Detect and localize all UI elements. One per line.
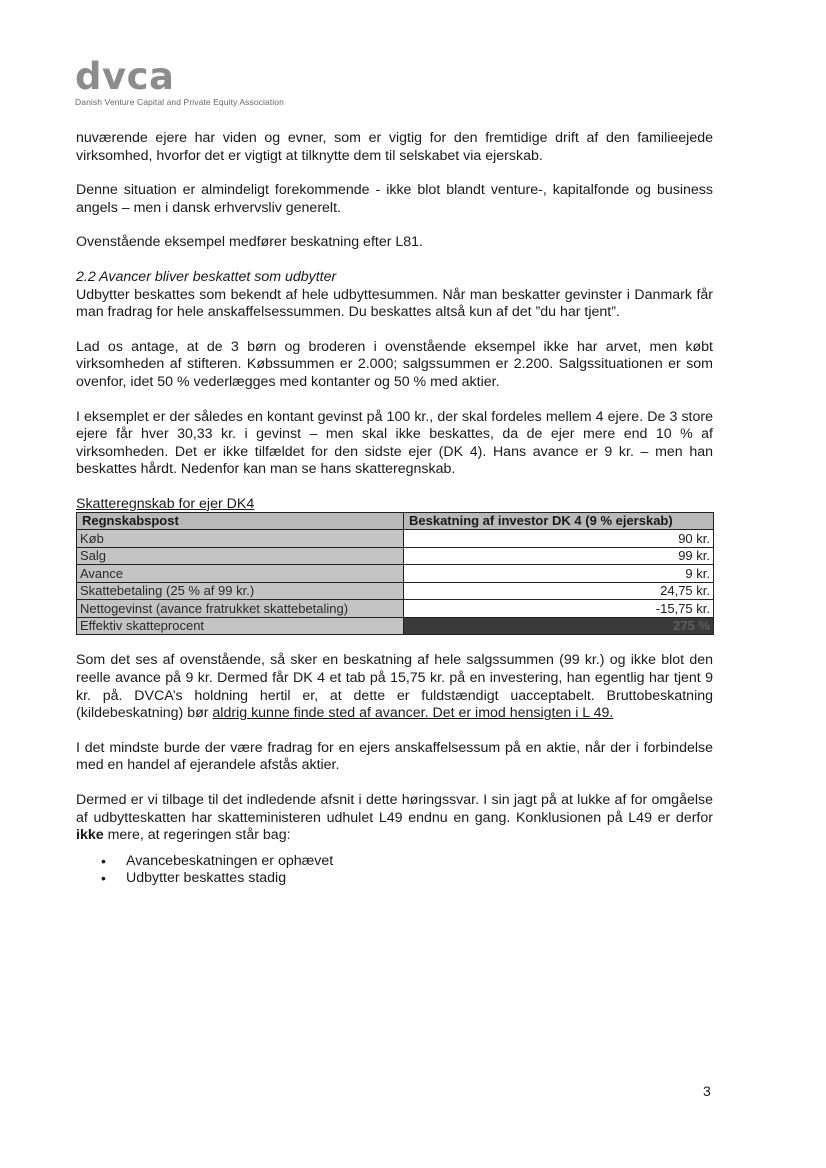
paragraph-8: I det mindste burde der være fradrag for en ejers anskaffelsessum på en aktie, når der i forbindelse med en handel af ejerandele afstås aktier. bbox=[76, 739, 713, 774]
emphasis-ikke: ikke bbox=[76, 827, 104, 844]
list-item bbox=[76, 853, 713, 871]
table-row bbox=[77, 530, 714, 548]
list-item-text: Udbytter beskattes stadig bbox=[126, 870, 287, 887]
paragraph-5: Lad os antage, at de 3 børn og broderen i ovenstående eksempel ikke har arvet, men købt virksomheden af stifteren. Købssummen er 2.000; salgssummen er 2.200. Salgssituationen er som ovenfor, idet 50 % vederlægges med kontanter og 50 % med aktier. bbox=[76, 338, 713, 390]
paragraph-9-text: Dermed er vi tilbage til det indledende afsnit i dette høringssvar. I sin jagt på at lukke af for omgåelse af udbytteskatten har skatteministeren udhulet L49 endnu en gang. Konklusionen på L49 er derfor bbox=[76, 791, 713, 826]
paragraph-9-end: mere, at regeringen står bag: bbox=[103, 827, 291, 844]
page-number: 3 bbox=[703, 1083, 711, 1099]
paragraph-7-text: Som det ses af ovenstående, så sker en beskatning af hele salgssummen (99 kr.) og ikke blot den reelle avance på 9 kr. Dermed får DK 4 et tab på 15,75 kr. på en investering, han egentlig har tjent 9 kr. på. DVCA’s holdning hertil er, at dette er fuldstændigt uacceptabelt. Bruttobeskatning (kildebeskatning) bør bbox=[76, 652, 713, 722]
document-body bbox=[76, 130, 713, 888]
table-row bbox=[77, 547, 714, 565]
row-value: 9 kr. bbox=[404, 565, 714, 583]
header-regnskabspost: Regnskabspost bbox=[77, 512, 404, 530]
table-header-row bbox=[77, 512, 714, 530]
row-value: 24,75 kr. bbox=[404, 582, 714, 600]
bullet-icon: • bbox=[101, 852, 106, 869]
effective-tax-value: 275 % bbox=[404, 617, 714, 635]
logo-mark: dvca bbox=[75, 55, 175, 98]
paragraph-7 bbox=[76, 652, 713, 722]
paragraph-4: Udbytter beskattes som bekendt af hele udbyttesummen. Når man beskatter gevinster i Danmark får man fradrag for hele anskaffelsessummen. Du beskattes altså kun af det ”du har tjent”. bbox=[76, 286, 713, 321]
table-row bbox=[77, 600, 714, 618]
row-value: -15,75 kr. bbox=[404, 600, 714, 618]
list-item-text: Avancebeskatningen er ophævet bbox=[126, 852, 334, 869]
row-value: 99 kr. bbox=[404, 547, 714, 565]
table-row bbox=[77, 617, 714, 635]
table-row bbox=[77, 582, 714, 600]
logo-subtitle: Danish Venture Capital and Private Equity Association bbox=[75, 97, 284, 107]
bullet-icon: • bbox=[101, 870, 106, 887]
list-item bbox=[76, 870, 713, 888]
header-beskatning: Beskatning af investor DK 4 (9 % ejerskab) bbox=[404, 512, 714, 530]
table-caption: Skatteregnskab for ejer DK4 bbox=[76, 495, 255, 512]
paragraph-1: nuværende ejere har viden og evner, som er vigtig for den fremtidige drift af den familieejede virksomhed, hvorfor det er vigtigt at tilknytte dem til selskabet via ejerskab. bbox=[76, 130, 713, 164]
conclusion-list bbox=[76, 853, 713, 888]
row-label: Avance bbox=[77, 565, 404, 583]
paragraph-9 bbox=[76, 792, 713, 845]
row-label: Køb bbox=[77, 530, 404, 548]
row-label: Nettogevinst (avance fratrukket skattebetaling) bbox=[77, 600, 404, 618]
row-label: Skattebetaling (25 % af 99 kr.) bbox=[77, 582, 404, 600]
row-value: 90 kr. bbox=[404, 530, 714, 548]
table-row bbox=[77, 565, 714, 583]
row-label: Effektiv skatteprocent bbox=[77, 617, 404, 635]
tax-table bbox=[76, 512, 714, 636]
section-heading: 2.2 Avancer bliver beskattet som udbytter bbox=[76, 268, 337, 285]
paragraph-2: Denne situation er almindeligt forekommende - ikke blot blandt venture-, kapitalfonde og business angels – men i dansk erhvervsliv generelt. bbox=[76, 182, 713, 216]
paragraph-6: I eksemplet er der således en kontant gevinst på 100 kr., der skal fordeles mellem 4 ejere. De 3 store ejere får hver 30,33 kr. i gevinst – men skal ikke beskattes, da de ejer mere end 10 % af virksomheden. Det er ikke tilfældet for den sidste ejer (DK 4). Hans avance er 9 kr. – men han beskattes hårdt. Nedenfor kan man se hans skatteregnskab. bbox=[76, 408, 713, 478]
underlined-statement: aldrig kunne finde sted af avancer. Det er imod hensigten i L 49. bbox=[212, 705, 614, 722]
paragraph-3: Ovenstående eksempel medfører beskatning efter L81. bbox=[76, 234, 423, 251]
dvca-logo bbox=[75, 55, 284, 107]
row-label: Salg bbox=[77, 547, 404, 565]
